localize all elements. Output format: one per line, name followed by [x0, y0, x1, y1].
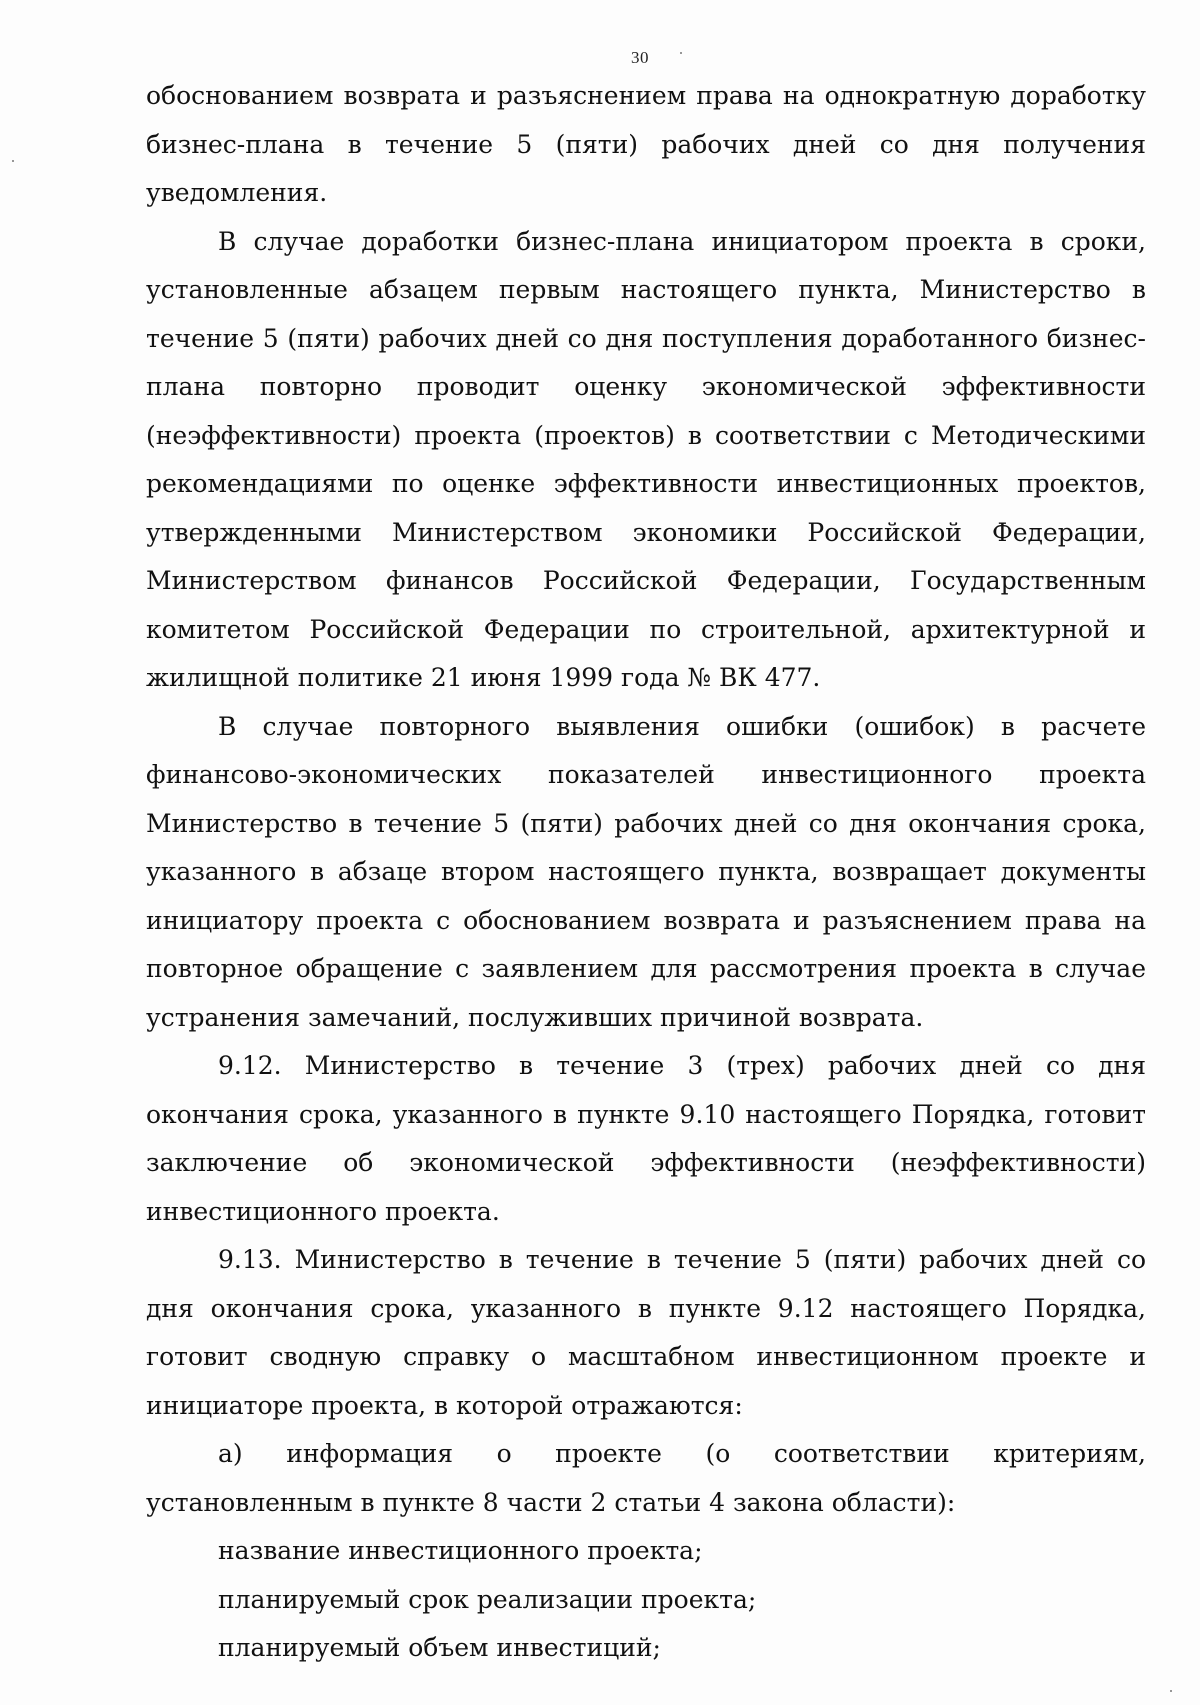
- paragraph-continuation: обоснованием возврата и разъяснением права на однократную доработку бизнес-плана в течение 5 (пяти) рабочих дней со дня получения уведомления.: [146, 81, 1146, 207]
- paragraph-9-12: 9.12. Министерство в течение 3 (трех) рабочих дней со дня окончания срока, указанного в пункте 9.10 настоящего Порядка, готовит заключение об экономической эффективности (неэффективности) инвестиционного проекта.: [146, 1051, 1146, 1226]
- page-number: 30: [631, 48, 649, 67]
- list-item-project-term: планируемый срок реализации проекта;: [218, 1584, 757, 1614]
- scan-speck: [12, 160, 14, 162]
- document-body: [146, 72, 1146, 1673]
- paragraph-9-13: 9.13. Министерство в течение в течение 5 (пяти) рабочих дней со дня окончания срока, указанного в пункте 9.12 настоящего Порядка, готовит сводную справку о масштабном инвестиционном проекте и инициаторе проекта, в которой отражаются:: [146, 1245, 1146, 1420]
- paragraph-repeated-error: В случае повторного выявления ошибки (ошибок) в расчете финансово-экономических показателей инвестиционного проекта Министерство в течение 5 (пяти) рабочих дней со дня окончания срока, указанного в абзаце втором настоящего пункта, возвращает документы инициатору проекта с обоснованием возврата и разъяснением права на повторное обращение с заявлением для рассмотрения проекта в случае устранения замечаний, послуживших причиной возврата.: [146, 711, 1146, 1032]
- paragraph-business-plan-revision: В случае доработки бизнес-плана инициатором проекта в сроки, установленные абзацем первым настоящего пункта, Министерство в течение 5 (пяти) рабочих дней со дня поступления доработанного бизнес-плана повторно проводит оценку экономической эффективности (неэффективности) проекта (проектов) в соответствии с Методическими рекомендациями по оценке эффективности инвестиционных проектов, утвержденными Министерством экономики Российской Федерации, Министерством финансов Российской Федерации, Государственным комитетом Российской Федерации по строительной, архитектурной и жилищной политике 21 июня 1999 года № ВК 477.: [146, 226, 1146, 692]
- list-item-investment-volume: планируемый объем инвестиций;: [218, 1633, 661, 1662]
- scan-speck: [1170, 1690, 1172, 1692]
- list-item-project-name: название инвестиционного проекта;: [218, 1536, 703, 1565]
- scan-speck: [680, 52, 682, 54]
- paragraph-item-a: а) информация о проекте (о соответствии критериям, установленным в пункте 8 части 2 статьи 4 закона области):: [146, 1439, 1146, 1517]
